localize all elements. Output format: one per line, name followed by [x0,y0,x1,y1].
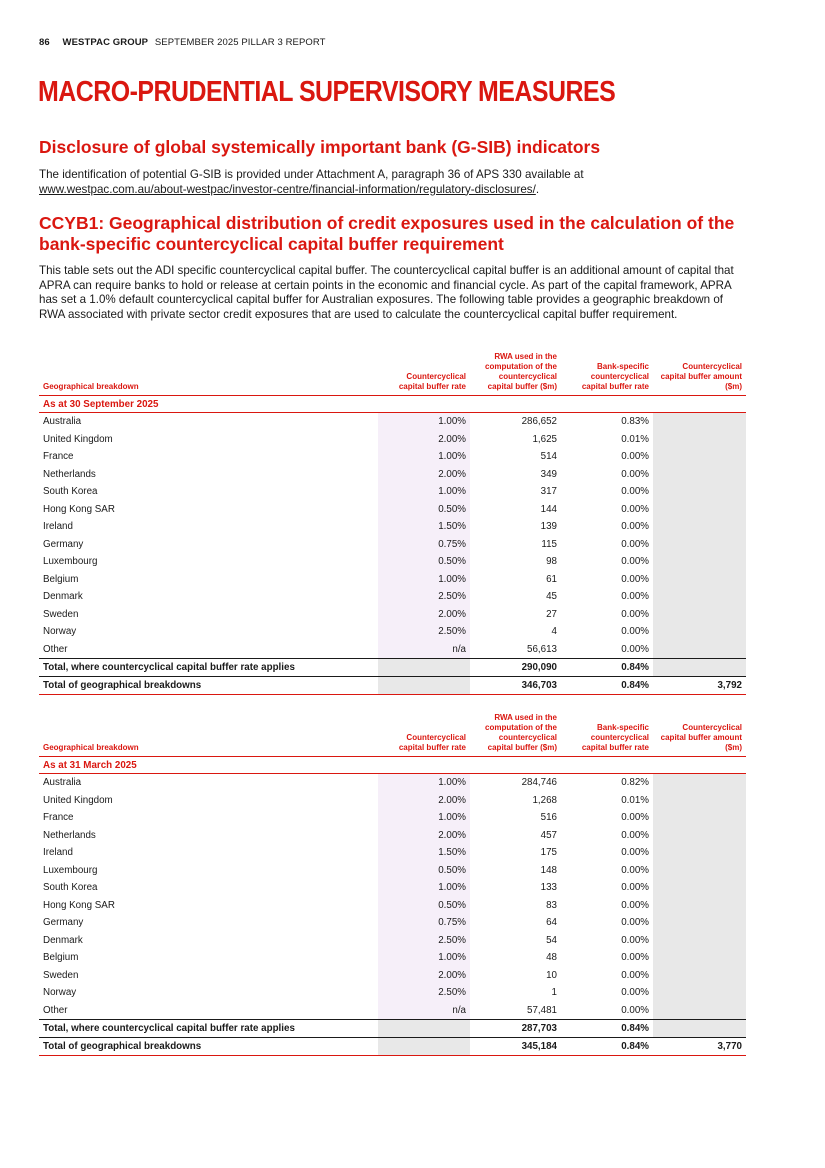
buffer-amount-blank [653,949,746,967]
table-row [39,897,746,915]
buffer-rate: 0.75% [378,914,470,932]
total-breakdowns-row [39,677,746,695]
rwa-value: 64 [546,917,557,929]
buffer-rate: 2.00% [378,431,470,449]
buffer-amount-blank [653,879,746,897]
country-name: Belgium [43,952,79,964]
table-row [39,809,746,827]
section-row [39,757,746,774]
buffer-amount-blank [653,932,746,950]
ccyb1-table-sep-2025 [39,352,746,695]
country-name: Sweden [43,608,79,620]
gsib-suffix: . [535,182,540,196]
total-applies-rwa: 290,090 [470,659,561,677]
buffer-rate: 2.00% [378,827,470,845]
rwa-value: 317 [540,486,557,498]
rwa-value: 1,625 [532,433,557,445]
bank-specific-rate: 0.00% [621,503,649,515]
table-row [39,827,746,845]
section-row [39,396,746,413]
col-header-rate: Countercyclical capital buffer rate [378,352,470,396]
table-row [39,914,746,932]
buffer-amount-blank [653,809,746,827]
buffer-rate: 1.00% [378,809,470,827]
table-row [39,623,746,641]
rwa-value: 148 [540,864,557,876]
bank-specific-rate: 0.00% [621,847,649,859]
bank-specific-rate: 0.00% [621,591,649,603]
country-name: United Kingdom [43,794,113,806]
total-breakdowns-rwa: 346,703 [470,677,561,695]
country-name: Norway [43,987,77,999]
section-date: As at 30 September 2025 [39,396,746,413]
country-name: Australia [43,777,82,789]
buffer-rate: 0.50% [378,862,470,880]
rwa-value: 133 [540,882,557,894]
total-breakdowns-rwa: 345,184 [470,1038,561,1056]
buffer-rate: n/a [378,1002,470,1020]
rwa-value: 284,746 [521,777,557,789]
rwa-value: 45 [546,591,557,603]
buffer-amount-blank [653,606,746,624]
rwa-value: 139 [540,521,557,533]
total-applies-rate-blank [378,1020,470,1038]
table-row [39,641,746,659]
buffer-amount-blank [653,862,746,880]
bank-specific-rate: 0.00% [621,952,649,964]
col-header-breakdown: Geographical breakdown [39,713,378,757]
regulatory-disclosures-link[interactable]: www.westpac.com.au/about-westpac/investor-centre/financial-information/regulatory-disclosures/ [39,182,536,196]
rwa-value: 4 [551,626,557,638]
total-applies-label: Total, where countercyclical capital buffer rate applies [39,659,378,677]
country-name: Hong Kong SAR [43,503,115,515]
ccyb1-heading: CCYB1: Geographical distribution of credit exposures used in the calculation of the bank-specific countercyclical capital buffer requirement [39,213,735,254]
bank-specific-rate: 0.01% [621,794,649,806]
buffer-amount-blank [653,536,746,554]
header-row [39,352,746,396]
rwa-value: 286,652 [521,416,557,428]
rwa-value: 516 [540,812,557,824]
rwa-value: 54 [546,934,557,946]
country-name: Denmark [43,934,83,946]
page-number: 86 [39,37,50,48]
table-row [39,844,746,862]
table-row [39,984,746,1002]
bank-specific-rate: 0.00% [621,486,649,498]
total-breakdowns-row [39,1038,746,1056]
header-row [39,713,746,757]
rwa-value: 27 [546,608,557,620]
table-row [39,588,746,606]
rwa-value: 48 [546,952,557,964]
bank-specific-rate: 0.00% [621,1004,649,1016]
total-applies-bank-rate: 0.84% [561,659,653,677]
col-header-breakdown: Geographical breakdown [39,352,378,396]
table-row [39,431,746,449]
total-applies-amount-blank [653,659,746,677]
col-header-bank-rate: Bank-specific countercyclical capital buffer rate [561,713,653,757]
table-row [39,879,746,897]
country-name: South Korea [43,486,98,498]
gsib-text: The identification of potential G-SIB is provided under Attachment A, paragraph 36 of APS 330 available at [39,168,584,181]
buffer-rate: 0.50% [378,897,470,915]
ccyb1-paragraph: This table sets out the ADI specific countercyclical capital buffer. The countercyclical capital buffer is an additional amount of capital that APRA can require banks to hold or release at certain points in the economic and financial cycle. As part of the capital framework, APRA has set a 1.0% default countercyclical capital buffer for Australian exposures. The following table provides a geographic breakdown of RWA associated with private sector credit exposures that are used to calculate the countercyclical capital buffer requirement. [39,264,734,322]
buffer-amount-blank [653,466,746,484]
buffer-amount-blank [653,984,746,1002]
table-row [39,501,746,519]
buffer-rate: 0.75% [378,536,470,554]
rwa-value: 10 [546,969,557,981]
rwa-value: 457 [540,829,557,841]
country-name: Belgium [43,573,79,585]
table-row [39,949,746,967]
total-applies-rate-blank [378,659,470,677]
rwa-value: 1 [551,987,557,999]
bank-specific-rate: 0.00% [621,829,649,841]
table-row [39,518,746,536]
bank-specific-rate: 0.00% [621,864,649,876]
col-header-rwa: RWA used in the computation of the countercyclical capital buffer ($m) [470,352,561,396]
buffer-amount-blank [653,844,746,862]
country-name: Other [43,1004,68,1016]
buffer-amount-blank [653,774,746,792]
table-row [39,448,746,466]
table-row [39,571,746,589]
table-row [39,466,746,484]
bank-specific-rate: 0.00% [621,969,649,981]
gsib-paragraph [39,168,749,197]
buffer-rate: 0.50% [378,553,470,571]
buffer-rate: 1.00% [378,949,470,967]
buffer-amount-blank [653,501,746,519]
table-row [39,932,746,950]
bank-specific-rate: 0.00% [621,812,649,824]
buffer-rate: 1.00% [378,483,470,501]
rwa-value: 1,268 [532,794,557,806]
total-applies-bank-rate: 0.84% [561,1020,653,1038]
total-applies-row [39,1020,746,1038]
bank-specific-rate: 0.00% [621,556,649,568]
buffer-amount-blank [653,1002,746,1020]
ccyb1-table-mar-2025 [39,713,746,1056]
total-breakdowns-rate-blank [378,677,470,695]
table-row [39,1002,746,1020]
bank-specific-rate: 0.00% [621,882,649,894]
bank-specific-rate: 0.00% [621,626,649,638]
buffer-amount-blank [653,553,746,571]
page-header [39,37,326,48]
country-name: Germany [43,538,84,550]
table-row [39,774,746,792]
buffer-rate: 1.00% [378,879,470,897]
rwa-value: 98 [546,556,557,568]
country-name: Sweden [43,969,79,981]
rwa-value: 83 [546,899,557,911]
country-name: France [43,812,74,824]
table-row [39,862,746,880]
country-name: Luxembourg [43,864,98,876]
bank-specific-rate: 0.00% [621,538,649,550]
bank-specific-rate: 0.82% [621,777,649,789]
rwa-value: 57,481 [527,1004,557,1016]
buffer-rate: 2.50% [378,623,470,641]
bank-specific-rate: 0.00% [621,643,649,655]
bank-specific-rate: 0.00% [621,573,649,585]
bank-specific-rate: 0.00% [621,917,649,929]
table-row [39,553,746,571]
col-header-amount: Countercyclical capital buffer amount ($m) [653,352,746,396]
table-row [39,606,746,624]
gsib-heading: Disclosure of global systemically important bank (G-SIB) indicators [39,137,601,157]
country-name: Denmark [43,591,83,603]
total-applies-label: Total, where countercyclical capital buffer rate applies [39,1020,378,1038]
country-name: Australia [43,416,82,428]
bank-specific-rate: 0.00% [621,899,649,911]
total-breakdowns-bank-rate: 0.84% [561,677,653,695]
table-row [39,536,746,554]
bank-specific-rate: 0.00% [621,451,649,463]
buffer-rate: 2.50% [378,984,470,1002]
rwa-value: 56,613 [527,643,557,655]
buffer-rate: 2.00% [378,466,470,484]
country-name: South Korea [43,882,98,894]
total-breakdowns-rate-blank [378,1038,470,1056]
rwa-value: 115 [541,538,557,550]
col-header-rwa: RWA used in the computation of the countercyclical capital buffer ($m) [470,713,561,757]
buffer-rate: 1.00% [378,571,470,589]
bank-specific-rate: 0.00% [621,987,649,999]
country-name: Hong Kong SAR [43,899,115,911]
buffer-amount-blank [653,448,746,466]
rwa-value: 144 [540,503,557,515]
country-name: Ireland [43,847,73,859]
buffer-rate: 1.00% [378,774,470,792]
buffer-amount-blank [653,518,746,536]
buffer-amount-blank [653,641,746,659]
buffer-amount-blank [653,483,746,501]
total-breakdowns-amount: 3,792 [653,677,746,695]
table-row [39,792,746,810]
buffer-amount-blank [653,623,746,641]
buffer-amount-blank [653,967,746,985]
buffer-amount-blank [653,792,746,810]
page-title: MACRO-PRUDENTIAL SUPERVISORY MEASURES [38,76,616,108]
bank-specific-rate: 0.00% [621,521,649,533]
table-row [39,483,746,501]
total-breakdowns-label: Total of geographical breakdowns [39,1038,378,1056]
country-name: Luxembourg [43,556,98,568]
buffer-amount-blank [653,897,746,915]
col-header-rate: Countercyclical capital buffer rate [378,713,470,757]
buffer-rate: 1.50% [378,844,470,862]
buffer-amount-blank [653,431,746,449]
total-breakdowns-label: Total of geographical breakdowns [39,677,378,695]
country-name: France [43,451,74,463]
bank-specific-rate: 0.01% [621,433,649,445]
buffer-rate: 2.50% [378,588,470,606]
table-row [39,413,746,431]
buffer-rate: 2.00% [378,606,470,624]
buffer-amount-blank [653,588,746,606]
col-header-bank-rate: Bank-specific countercyclical capital buffer rate [561,352,653,396]
total-breakdowns-amount: 3,770 [653,1038,746,1056]
total-breakdowns-bank-rate: 0.84% [561,1038,653,1056]
section-date: As at 31 March 2025 [39,757,746,774]
table-row [39,967,746,985]
bank-specific-rate: 0.00% [621,468,649,480]
buffer-rate: 2.50% [378,932,470,950]
buffer-amount-blank [653,413,746,431]
buffer-rate: n/a [378,641,470,659]
buffer-amount-blank [653,571,746,589]
country-name: Netherlands [43,468,96,480]
country-name: Germany [43,917,84,929]
rwa-value: 61 [546,573,557,585]
bank-specific-rate: 0.83% [621,416,649,428]
brand-name: WESTPAC GROUP [62,37,149,48]
rwa-value: 514 [540,451,557,463]
total-applies-rwa: 287,703 [470,1020,561,1038]
country-name: Other [43,643,68,655]
total-applies-row [39,659,746,677]
buffer-rate: 1.50% [378,518,470,536]
buffer-amount-blank [653,827,746,845]
buffer-rate: 2.00% [378,967,470,985]
buffer-rate: 1.00% [378,413,470,431]
buffer-rate: 1.00% [378,448,470,466]
country-name: Netherlands [43,829,96,841]
rwa-value: 349 [540,468,557,480]
buffer-rate: 2.00% [378,792,470,810]
country-name: United Kingdom [43,433,113,445]
country-name: Norway [43,626,77,638]
col-header-amount: Countercyclical capital buffer amount ($m) [653,713,746,757]
country-name: Ireland [43,521,73,533]
rwa-value: 175 [540,847,557,859]
bank-specific-rate: 0.00% [621,608,649,620]
bank-specific-rate: 0.00% [621,934,649,946]
buffer-amount-blank [653,914,746,932]
total-applies-amount-blank [653,1020,746,1038]
buffer-rate: 0.50% [378,501,470,519]
report-name: SEPTEMBER 2025 PILLAR 3 REPORT [154,37,326,48]
